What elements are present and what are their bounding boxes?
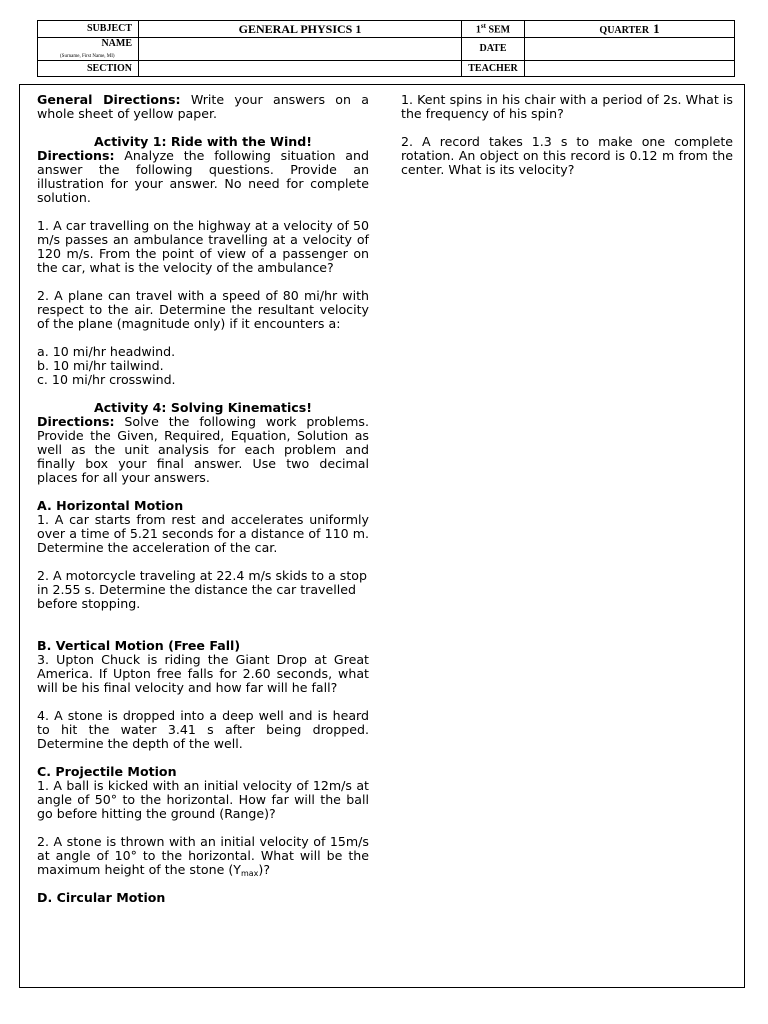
- semester-ordinal: st: [480, 21, 486, 30]
- semester-label: SEM: [488, 24, 511, 36]
- activity-1-option-c: c. 10 mi/hr crosswind.: [37, 372, 176, 387]
- header-table: [37, 20, 735, 77]
- semester-number: 1: [475, 24, 481, 36]
- teacher-label: TEACHER: [462, 61, 525, 77]
- name-hint: (Surname, First Name, MI): [60, 54, 115, 59]
- section-c-question-2-end: )?: [258, 862, 271, 877]
- section-b-question-3: 3. Upton Chuck is riding the Giant Drop at Great America. If Upton free falls for 2.60 seconds, what will be his final velocity and how far will he fall?: [37, 652, 369, 695]
- name-field[interactable]: [139, 38, 462, 61]
- quarter-value: 1: [653, 21, 660, 36]
- name-label: NAME: [101, 38, 132, 49]
- name-label-cell: [38, 38, 139, 61]
- general-directions: [37, 93, 369, 121]
- section-a-question-2: 2. A motorcycle traveling at 22.4 m/s skids to a stop in 2.55 s. Determine the distance the car travelled before stopping.: [37, 568, 367, 611]
- activity-1-option-a: a. 10 mi/hr headwind.: [37, 344, 176, 359]
- activity-4-block: [37, 401, 369, 485]
- section-a-question-1: 1. A car starts from rest and accelerates uniformly over a time of 5.21 seconds for a distance of 110 m. Determine the acceleration of the car.: [37, 512, 369, 555]
- header-row-section: [38, 61, 735, 77]
- section-field[interactable]: [139, 61, 462, 77]
- quarter-label: QUARTER: [599, 25, 650, 36]
- section-a-title: A. Horizontal Motion: [37, 498, 184, 513]
- left-column: [37, 93, 369, 905]
- section-label: SECTION: [38, 61, 139, 77]
- teacher-field[interactable]: [525, 61, 735, 77]
- activity-4-title: Activity 4: Solving Kinematics!: [93, 400, 313, 415]
- general-directions-text: Write your answers on a whole sheet of yellow paper.: [37, 92, 369, 121]
- activity-1-directions-text: Analyze the following situation and answer the following questions. Provide an illustration for your answer. No need for complete solution.: [37, 148, 369, 205]
- ymax-subscript: max: [240, 869, 259, 878]
- section-c-title: C. Projectile Motion: [37, 764, 177, 779]
- semester-cell: [462, 21, 525, 38]
- header-row-subject: [38, 21, 735, 38]
- subject-label: SUBJECT: [38, 21, 139, 38]
- section-c-question-2: [37, 835, 369, 877]
- activity-1-question-1: 1. A car travelling on the highway at a velocity of 50 m/s passes an ambulance travelling at a velocity of 120 m/s. From the point of view of a passenger on the car, what is the velocity of the ambulance?: [37, 218, 369, 275]
- section-b-title: B. Vertical Motion (Free Fall): [37, 638, 241, 653]
- section-b-question-4: 4. A stone is dropped into a deep well and is heard to hit the water 3.41 s after being dropped. Determine the depth of the well.: [37, 708, 369, 751]
- section-d-question-1: 1. Kent spins in his chair with a period of 2s. What is the frequency of his spin?: [401, 92, 733, 121]
- section-c-question-2-text: 2. A stone is thrown with an initial velocity of 15m/s at angle of 10° to the horizontal. What will be the maximum height of the stone (Y: [37, 834, 369, 877]
- activity-1-block: [37, 135, 369, 205]
- activity-1-question-2: 2. A plane can travel with a speed of 80 mi/hr with respect to the air. Determine the resultant velocity of the plane (magnitude only) if it encounters a:: [37, 288, 369, 331]
- section-c-question-1: 1. A ball is kicked with an initial velocity of 12m/s at angle of 50° to the horizontal. How far will the ball go before hitting the ground (Range)?: [37, 778, 369, 821]
- date-field[interactable]: [525, 38, 735, 61]
- activity-4-directions-text: Solve the following work problems. Provide the Given, Required, Equation, Solution as well as the unit analysis for each problem and finally box your final answer. Use two decimal places for all your answers.: [37, 414, 369, 485]
- activity-4-directions-label: Directions:: [37, 414, 115, 429]
- general-directions-label: General Directions:: [37, 92, 181, 107]
- worksheet-box: [19, 84, 745, 988]
- date-label: DATE: [462, 38, 525, 61]
- activity-1-title: Activity 1: Ride with the Wind!: [94, 134, 312, 149]
- activity-1-directions-label: Directions:: [37, 148, 115, 163]
- activity-1-option-b: b. 10 mi/hr tailwind.: [37, 358, 164, 373]
- header-row-name: [38, 38, 735, 61]
- section-d-title: D. Circular Motion: [37, 890, 166, 905]
- subject-value: GENERAL PHYSICS 1: [139, 21, 462, 38]
- right-column: [401, 93, 733, 191]
- quarter-cell: [525, 21, 735, 38]
- section-d-question-2: 2. A record takes 1.3 s to make one complete rotation. An object on this record is 0.12 m from the center. What is its velocity?: [401, 134, 733, 177]
